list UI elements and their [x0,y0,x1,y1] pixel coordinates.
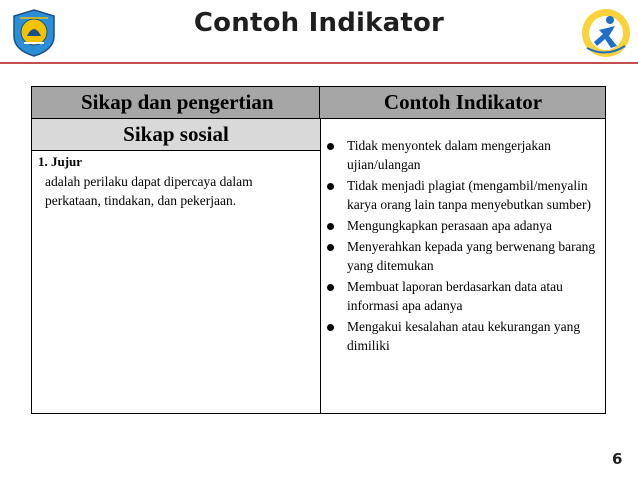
indicator-table [31,86,606,414]
attitude-description: adalah perilaku dapat dipercaya dalam perkataan, tindakan, dan pekerjaan. [45,174,253,208]
column-header-sikap: Sikap dan pengertian [32,87,320,118]
bullet-icon [327,324,334,331]
subheader-sikap-sosial: Sikap sosial [32,119,321,151]
bullet-icon [327,284,334,291]
table-header-row [32,87,605,119]
list-item: Membuat laporan berdasarkan data atau informasi apa adanya [321,277,605,315]
list-item: Tidak menjadi plagiat (mengambil/menyalin karya orang lain tanpa menyebutkan sumber) [321,176,605,214]
list-item: Menyerahkan kepada yang berwenang barang yang ditemukan [321,237,605,275]
list-item: Mengungkapkan perasaan apa adanya [321,216,605,235]
page-title: Contoh Indikator [193,8,445,38]
bullet-icon [327,244,334,251]
attitude-heading: 1. Jujur [38,154,83,169]
column-header-indikator: Contoh Indikator [383,90,543,114]
indicator-list [321,136,605,357]
list-item: Tidak menyontek dalam mengerjakan ujian/ulangan [321,136,605,174]
bullet-icon [327,183,334,190]
title-underline [0,62,638,64]
list-item: Mengakui kesalahan atau kekurangan yang dimiliki [321,317,605,355]
bullet-icon [327,143,334,150]
kurikulum-2013-logo-icon [579,6,633,60]
indicator-cell [321,119,605,413]
bullet-icon [327,223,334,230]
attitude-cell [32,151,321,413]
page-number: 6 [612,450,623,468]
